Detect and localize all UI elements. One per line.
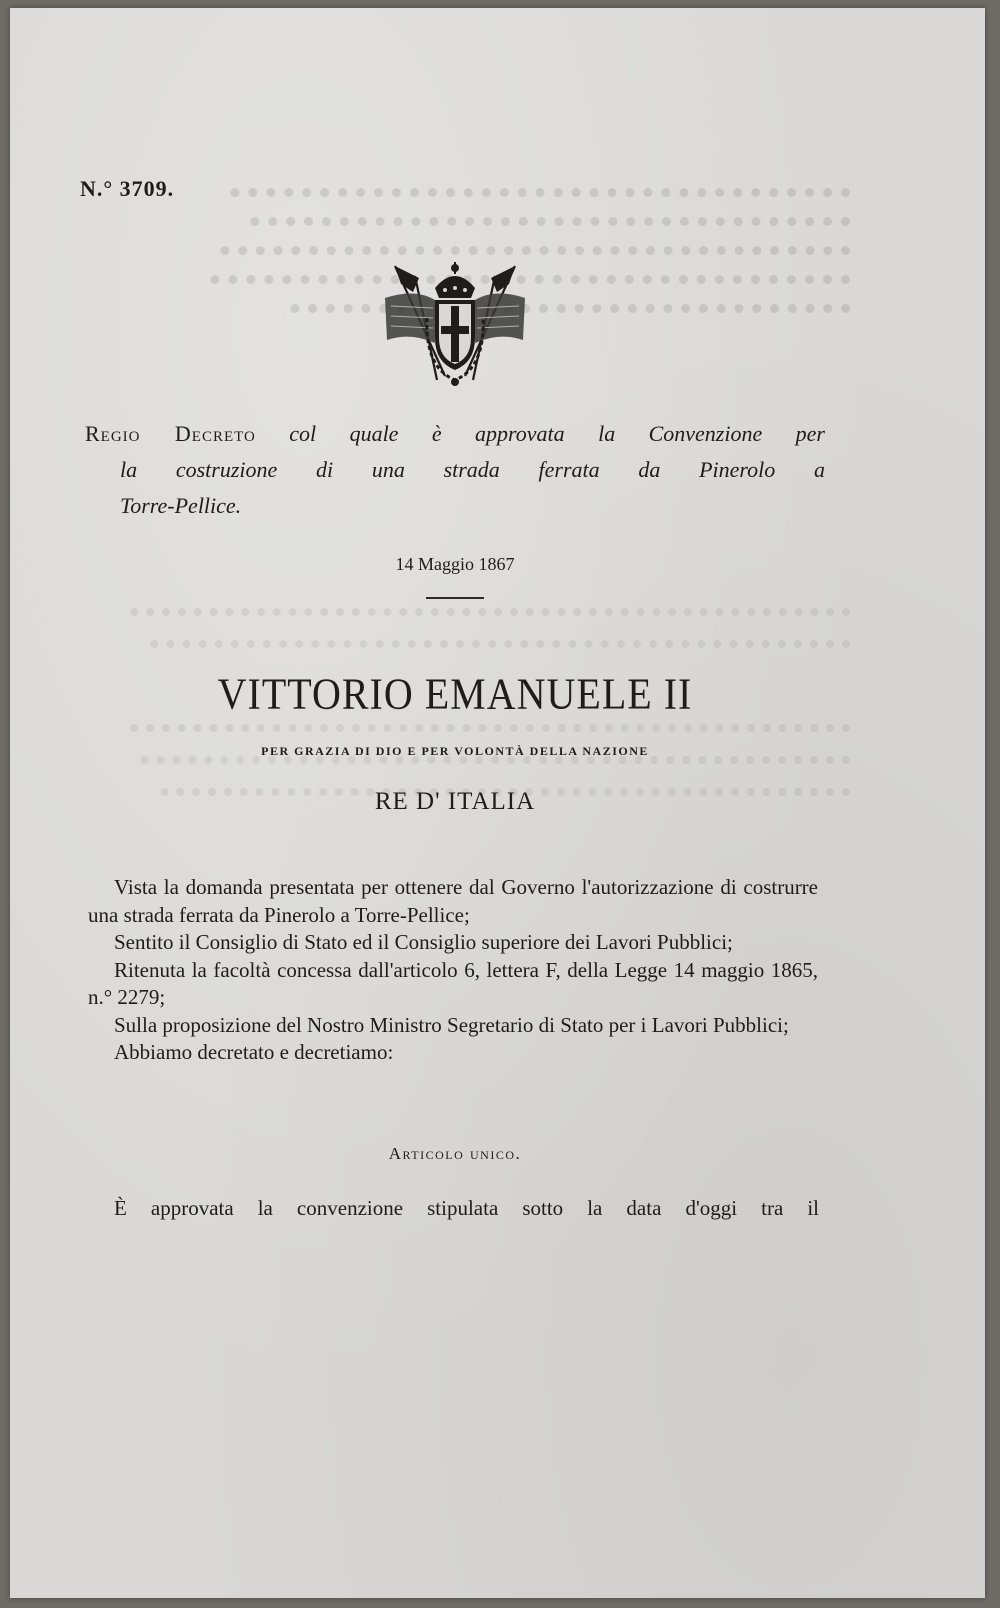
document-page xyxy=(10,8,985,1598)
decree-title-line2: la costruzione di una strada ferrata da Pinerolo a xyxy=(120,457,825,482)
decree-title-line3: Torre-Pellice. xyxy=(120,493,242,518)
king-name: VITTORIO EMANUELE II xyxy=(217,668,693,719)
decree-title-line1: col quale è approvata la Convenzione per xyxy=(289,421,825,446)
article-heading: Articolo unico. xyxy=(388,1144,522,1163)
preamble-paragraph: Ritenuta la facoltà concessa dall'articolo 6, lettera F, della Legge 14 maggio 1865, n.° 2279; xyxy=(88,957,818,1009)
royal-formula: PER GRAZIA DI DIO E PER VOLONTÀ DELLA NAZIONE xyxy=(261,744,649,758)
preamble xyxy=(88,874,818,1067)
decree-title xyxy=(85,416,825,524)
decree-date: 14 Maggio 1867 xyxy=(395,554,515,574)
decree-title-lead: Regio Decreto xyxy=(85,421,256,446)
preamble-paragraph: Sentito il Consiglio di Stato ed il Consiglio superiore dei Lavori Pubblici; xyxy=(114,930,733,954)
divider xyxy=(426,597,484,599)
preamble-paragraph: Sulla proposizione del Nostro Ministro Segretario di Stato per i Lavori Pubblici; xyxy=(114,1012,789,1037)
decree-number: N.° 3709. xyxy=(80,176,175,201)
savoy-crest-icon xyxy=(375,258,535,388)
preamble-paragraph: Abbiamo decretato e decretiamo: xyxy=(114,1040,394,1064)
royal-title: RE D' ITALIA xyxy=(374,788,536,815)
article-text: È approvata la convenzione stipulata sotto la data d'oggi tra il xyxy=(114,1196,819,1220)
preamble-paragraph: Vista la domanda presentata per ottenere dal Governo l'autorizzazione di costrurre una strada ferrata da Pinerolo a Torre-Pellice; xyxy=(88,875,818,927)
